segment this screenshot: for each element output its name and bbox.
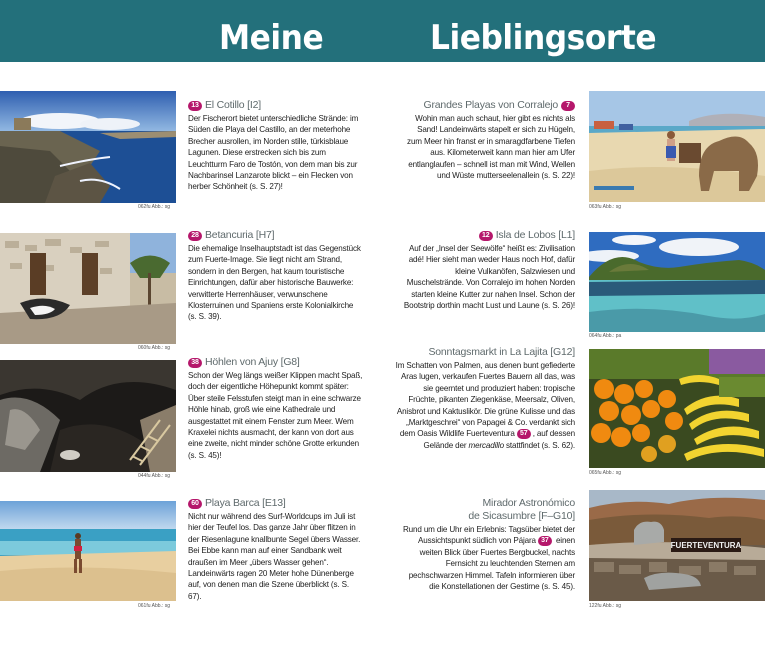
entry-text: Nicht nur während des Surf-Worldcups im Juli ist hier der Teufel los. Das ganze Jahr über flitzen in der Riesenlagune knallbunte Segel übers Wasser. Bei Ebbe kann man auf einer Sandbank weit draußen im Meer „übers Wasser gehen“. Landeinwärts ragen 20 Meter hohe Dünenberge auf, von denen man die Szene überblickt (s. S. 67). <box>188 512 361 601</box>
entry-text: Im Schatten von Palmen, aus denen bunt gefiederte Aras lugen, verkaufen Fuertes Bauern all das, was sie geerntet und produziert haben: tropische Früchte, pikanten Ziegenkäse, Meersalz, Oliven, Anisbrot und Kaktuslikör. Die grüne Kulisse und das „Marktgeschrei“ von Papagei & Co. verdankt sich dem Oasis Wildlife Fuerteventura 57 , auf dessen Gelände der mercadillo stattfindet (s. S. 62). <box>395 361 575 450</box>
entry-text: Wohin man auch schaut, hier gibt es nichts als Sand! Landeinwärts stapelt er sich zu Hügeln, zum Meer hin franst er in smaragdfarbene Tiefen aus. Kilometerweit kann man hier am Ufer entlanglaufen – schnell ist man mit Wind, Wellen und Wüste mutterseelenallein (s. S. 22)! <box>407 114 575 181</box>
map-number-badge: 57 <box>517 429 531 439</box>
sign-text: FUERTEVENTURA <box>670 541 742 550</box>
entry-title: 12 Isla de Lobos [L1] <box>402 229 575 242</box>
photo-mirador-sicasumbre <box>589 490 765 601</box>
photo-betancuria <box>0 233 176 344</box>
photo-caption: 061fu Abb.: sg <box>138 603 170 609</box>
entry-text: Rund um die Uhr ein Erlebnis: Tagsüber bietet der Aussichtspunkt südlich von Pájara 37 einen weiten Blick über Fuertes Bergbuckel, nachts Fernsicht zu leuchtenden Sternen am pechschwarzen Himmel. Tafeln informieren über die Konstellationen der Gestirne (s. S. 45). <box>402 525 575 592</box>
photo-playa-barca <box>0 501 176 601</box>
map-number-badge: 7 <box>561 101 575 111</box>
photo-corralejo <box>589 91 765 202</box>
photo-hoehlen-von-ajuy <box>0 360 176 472</box>
photo-caption: 064fu Abb.: pa <box>589 333 622 339</box>
photo-caption: 044fu Abb.: sg <box>138 473 170 479</box>
header-title-word-2: Lieblingsorte <box>430 18 657 58</box>
map-number-badge: 38 <box>188 358 202 368</box>
entry-title: 28 Betancuria [H7] <box>188 229 363 242</box>
entry-title: Mirador Astronómico de Sicasumbre [F–G10] <box>468 497 575 522</box>
entry-hoehlen-von-ajuy <box>188 356 363 461</box>
entry-text: Auf der „Insel der Seewölfe“ heißt es: Zivilisation adé! Hier sieht man weder Haus noch Hof, dafür kleine Vulkanöfen, Salzwiesen und Muschelstrände. Von Corralejo im hohen Norden starten kleine Kutter zur nahen Insel. Schon der Bootstrip dorthin macht Lust und Laune (s. S. 26)! <box>403 244 575 311</box>
photo-caption: 122fu Abb.: sg <box>589 603 621 609</box>
entry-betancuria <box>188 229 363 323</box>
entry-text: Schon der Weg längs weißer Klippen macht Spaß, doch der eigentliche Höhepunkt kommt später: Über steile Felsstufen steigt man in eine schwarze Höhle hinab, groß wie eine Kathedrale und ausgestattet mit einem Fenster zum Meer. Wem Kraxelei nichts ausmacht, der kann von dort aus eine zweite, nicht minder schöne Grotte erkunden (s. S. 45)! <box>188 371 363 460</box>
map-number-badge: 60 <box>188 499 202 509</box>
entry-text: Die ehemalige Inselhauptstadt ist das Gegenstück zum Fuerte-Image. Sie liegt nicht am Strand, sondern in den Bergen, hat kaum touristische Einrichtungen, dafür aber historische Bauwerke: verwitterte Herrenhäuser, verwunschene Klosterruinen und Spaniens erste Kolonialkirche (s. S. 39). <box>188 244 361 322</box>
entry-title: 38 Höhlen von Ajuy [G8] <box>188 356 363 369</box>
map-number-badge: 13 <box>188 101 202 111</box>
map-number-badge: 12 <box>479 231 493 241</box>
map-number-badge: 37 <box>538 536 552 546</box>
entry-el-cotillo <box>188 99 363 193</box>
header-title-word-1: Meine <box>219 18 324 58</box>
entry-title: 60 Playa Barca [E13] <box>188 497 363 510</box>
entry-title: 13 El Cotillo [I2] <box>188 99 363 112</box>
entry-playa-barca <box>188 497 363 602</box>
photo-caption: 060fu Abb.: sg <box>138 345 170 351</box>
entry-text: Der Fischerort bietet unterschiedliche Strände: im Süden die Playa del Castillo, an der meterhohe Brecher ausrollen, im Norden stille, türkisblaue Lagunen. Diese erstrecken sich bis zum Leuchtturm Faro de Tostón, von dem man bis zur Nachbarinsel Lanzarote blickt – ein Flecken von herber Schönheit (s. S. 27)! <box>188 114 359 192</box>
photo-el-cotillo <box>0 91 176 203</box>
entry-grandes-playas-corralejo <box>402 99 575 181</box>
map-number-badge: 28 <box>188 231 202 241</box>
photo-caption: 062fu Abb.: sg <box>138 204 170 210</box>
entry-sonntagsmarkt-la-lajita <box>394 346 575 451</box>
photo-sonntagsmarkt <box>589 349 765 468</box>
entry-title: Grandes Playas von Corralejo 7 <box>402 99 575 112</box>
entry-isla-de-lobos <box>402 229 575 311</box>
entry-title: Sonntagsmarkt in La Lajita [G12] <box>428 346 575 358</box>
photo-caption: 063fu Abb.: sg <box>589 204 621 210</box>
page-header <box>0 0 765 62</box>
photo-caption: 065fu Abb.: sg <box>589 470 621 476</box>
photo-isla-de-lobos <box>589 232 765 332</box>
entry-mirador-sicasumbre <box>402 497 575 592</box>
